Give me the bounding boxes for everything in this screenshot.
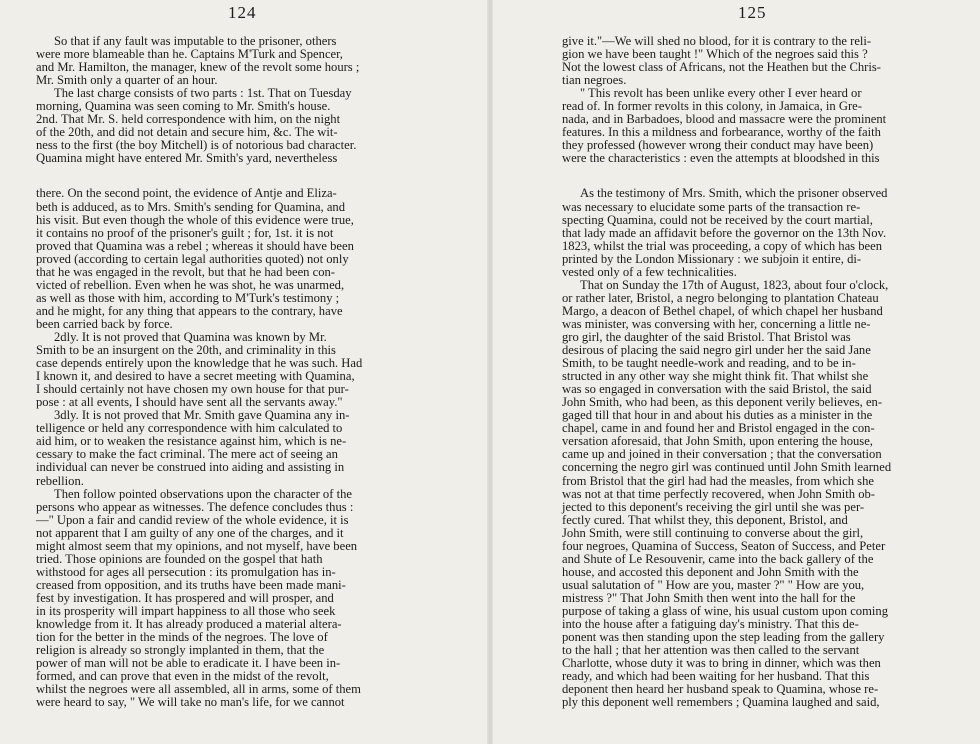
- text-column: [36, 35, 428, 709]
- right-page: [490, 0, 980, 744]
- text-line: fest by investigation. It has prospered and will prosper, and: [36, 590, 334, 605]
- text-line: came up and joined in their conversation ; that the conversation: [562, 447, 882, 462]
- text-line: ply this deponent well remembers ; Quamina laughed and said,: [562, 695, 880, 710]
- text-line: cessary to make the fact criminal. The mere act of seeing an: [36, 447, 338, 462]
- text-line: that lady made an affidavit before the governor on the 13th Nov.: [562, 225, 887, 240]
- page-number: 124: [228, 3, 257, 22]
- text-line: was so engaged in conversation with the said Bristol, the said: [562, 382, 872, 397]
- text-line: desirous of placing the said negro girl under her the said Jane: [562, 343, 871, 358]
- text-line: as well as those with him, according to M'Turk's testimony ;: [36, 290, 340, 305]
- text-line: telligence or held any correspondence with him calculated to: [36, 421, 343, 436]
- text-line: ponent was then standing upon the step leading from the gallery: [562, 630, 885, 645]
- paragraph-gap: [36, 165, 428, 187]
- text-line: 2dly. It is not proved that Quamina was known by Mr.: [54, 329, 327, 344]
- text-line: knowledge from it. It has already produced a material altera-: [36, 617, 342, 632]
- text-line: victed of rebellion. Even when he was shot, he was unarmed,: [36, 277, 345, 292]
- text-line: jected to this deponent's receiving the girl until she was per-: [562, 499, 865, 514]
- text-line: vested only of a few technicalities.: [562, 264, 737, 279]
- text-line: case depends entirely upon the knowledge that he was such. Had: [36, 356, 363, 371]
- text-line: aid him, or to weaken the resistance against him, which is ne-: [36, 434, 347, 449]
- page-number: 125: [738, 3, 767, 22]
- text-line: four negroes, Quamina of Success, Seaton of Success, and Peter: [562, 538, 886, 553]
- text-line: 2nd. That Mr. S. held correspondence with him, on the night: [36, 112, 341, 127]
- text-line: of the 20th, and did not detain and secure him, &c. The wit-: [36, 125, 338, 140]
- text-line: they professed (however wrong their conduct may have been): [562, 138, 874, 153]
- text-line: withstood for ages all persecution : its promulgation has in-: [36, 564, 336, 579]
- text-line: there. On the second point, the evidence of Antje and Eliza-: [36, 186, 337, 201]
- text-line: Then follow pointed observations upon the character of the: [54, 486, 352, 501]
- text-line: might almost seem that my opinions, and not myself, have been: [36, 538, 358, 553]
- text-line: been carried back by force.: [36, 316, 173, 331]
- text-line: were more blameable than he. Captains M'Turk and Spencer,: [36, 47, 343, 62]
- text-line: features. In this a mildness and forbearance, worthy of the faith: [562, 125, 881, 140]
- text-line: As the testimony of Mrs. Smith, which the prisoner observed: [580, 186, 888, 201]
- text-line: I should certainly not have chosen my own house for that pur-: [36, 382, 349, 397]
- text-line: Charlotte, whose duty it was to bring in dinner, which was then: [562, 656, 881, 671]
- text-line: and he might, for any thing that appears to the contrary, have: [36, 303, 343, 318]
- text-line: gro girl, the daughter of the said Bristol. That Bristol was: [562, 329, 851, 344]
- text-line: house, and accosted this deponent and John Smith with the: [562, 564, 859, 579]
- text-line: from Bristol that the girl had had the measles, from which she: [562, 473, 874, 488]
- text-line: Margo, a deacon of Bethel chapel, of which chapel her husband: [562, 303, 883, 318]
- text-line: usual salutation of " How are you, master ?" " How are you,: [562, 577, 865, 592]
- text-line: was not at that time perfectly recovered, when John Smith ob-: [562, 486, 876, 501]
- text-line: that he was engaged in the revolt, but that he had been con-: [36, 264, 335, 279]
- text-line: tian negroes.: [562, 73, 627, 88]
- text-line: to the hall ; that her attention was then called to the servant: [562, 643, 860, 658]
- text-line: morning, Quamina was seen coming to Mr. Smith's house.: [36, 99, 331, 114]
- text-line: John Smith, who had been, as this deponent verily believes, en-: [562, 395, 883, 410]
- text-line: read of. In former revolts in this colony, in Jamaica, in Gre-: [562, 99, 862, 114]
- text-line: and Mr. Hamilton, the manager, knew of the revolt some hours ;: [36, 60, 360, 75]
- text-line: give it."—We will shed no blood, for it is contrary to the reli-: [562, 34, 872, 48]
- text-line: tried. Those opinions are founded on the gospel that hath: [36, 551, 323, 566]
- text-line: The last charge consists of two parts : 1st. That on Tuesday: [54, 86, 352, 101]
- text-line: Not the lowest class of Africans, not the Heathen but the Chris-: [562, 60, 881, 75]
- text-line: That on Sunday the 17th of August, 1823, about four o'clock,: [580, 277, 889, 292]
- text-line: So that if any fault was imputable to the prisoner, others: [54, 34, 337, 48]
- text-line: was necessary to elucidate some parts of the transaction re-: [562, 199, 861, 214]
- text-line: ness to the first (the boy Mitchell) is of notorious bad character.: [36, 138, 357, 153]
- text-line: beth is adduced, as to Mrs. Smith's sending for Quamina, and: [36, 199, 346, 214]
- text-line: concerning the negro girl was continued until John Smith learned: [562, 460, 892, 475]
- text-line: gaged till that hour in and about his duties as a minister in the: [562, 408, 873, 423]
- text-line: it contains no proof of the prisoner's guilt ; for, 1st. it is not: [36, 225, 334, 240]
- text-line: gion we have been taught !" Which of the negroes said this ?: [562, 47, 868, 62]
- text-line: mistress ?" That John Smith then went into the hall for the: [562, 590, 856, 605]
- text-line: John Smith, were still continuing to converse about the girl,: [562, 525, 864, 540]
- text-line: deponent then heard her husband speak to Quamina, whose re-: [562, 682, 879, 697]
- text-line: religion is already so strongly implanted in them, that the: [36, 643, 325, 658]
- text-line: I known it, and desired to have a secret meeting with Quamina,: [36, 369, 355, 384]
- text-line: structed in any other way she might think fit. That whilst she: [562, 369, 869, 384]
- text-line: individual can never be construed into aiding and assisting in: [36, 460, 345, 475]
- text-line: were heard to say, " We will take no man's life, for we cannot: [36, 695, 345, 710]
- text-line: were the characteristics : even the attempts at bloodshed in this: [562, 151, 880, 166]
- text-line: —" Upon a fair and candid review of the whole evidence, it is: [36, 512, 349, 527]
- text-line: formed, and can prove that even in the midst of the revolt,: [36, 669, 329, 684]
- text-line: rebellion.: [36, 473, 84, 488]
- paragraph-gap: [562, 165, 957, 187]
- text-column: [562, 35, 957, 709]
- text-line: versation aforesaid, that John Smith, upon entering the house,: [562, 434, 873, 449]
- text-line: tion for the better in the minds of the negroes. The love of: [36, 630, 328, 645]
- text-line: specting Quamina, could not be received by the court martial,: [562, 212, 873, 227]
- text-line: purpose of taking a glass of wine, his usual custom upon coming: [562, 603, 888, 618]
- text-line: chapel, came in and found her and Bristol engaged in the con-: [562, 421, 875, 436]
- text-line: power of man will not be able to eradicate it. I have been in-: [36, 656, 341, 671]
- text-line: Smith to be an insurgent on the 20th, and criminality in this: [36, 343, 336, 358]
- text-line: was minister, was conversing with her, concerning a little ne-: [562, 316, 871, 331]
- text-line: ready, and which had been waiting for her husband. That this: [562, 669, 870, 684]
- text-line: printed by the London Missionary : we subjoin it entire, di-: [562, 251, 862, 266]
- text-line: persons who appear as witnesses. The defence concludes thus :: [36, 499, 354, 514]
- text-line: Quamina might have entered Mr. Smith's yard, nevertheless: [36, 151, 338, 166]
- text-line: and Shute of Le Resouvenir, came into the back gallery of the: [562, 551, 874, 566]
- text-line: not apparent that I am guilty of any one of the charges, and it: [36, 525, 344, 540]
- text-line: Mr. Smith only a quarter of an hour.: [36, 73, 218, 88]
- text-line: into the house after a fatiguing day's ministry. That this de-: [562, 617, 859, 632]
- text-line: creased from opposition, and its truths have been made mani-: [36, 577, 346, 592]
- text-line: nada, and in Barbadoes, blood and massacre were the prominent: [562, 112, 887, 127]
- text-line: 1823, whilst the trial was proceeding, a copy of which has been: [562, 238, 883, 253]
- text-line: proved (according to certain legal authorities quoted) not only: [36, 251, 349, 266]
- text-line: proved that Quamina was a rebel ; whereas it should have been: [36, 238, 354, 253]
- text-line: his visit. But even though the whole of this evidence were true,: [36, 212, 354, 227]
- text-line: pose : at all events, I should have sent all the servants away.": [36, 395, 343, 410]
- text-line: " This revolt has been unlike every other I ever heard or: [580, 86, 862, 101]
- text-line: Smith, to be taught needle-work and reading, and to be in-: [562, 356, 856, 371]
- text-line: whilst the negroes were all assembled, all in arms, some of them: [36, 682, 361, 697]
- text-line: fectly cured. That whilst they, this deponent, Bristol, and: [562, 512, 848, 527]
- text-line: 3dly. It is not proved that Mr. Smith gave Quamina any in-: [54, 408, 350, 423]
- text-line: in its prosperity will impart happiness to all those who seek: [36, 603, 336, 618]
- text-line: or rather later, Bristol, a negro belonging to plantation Chateau: [562, 290, 879, 305]
